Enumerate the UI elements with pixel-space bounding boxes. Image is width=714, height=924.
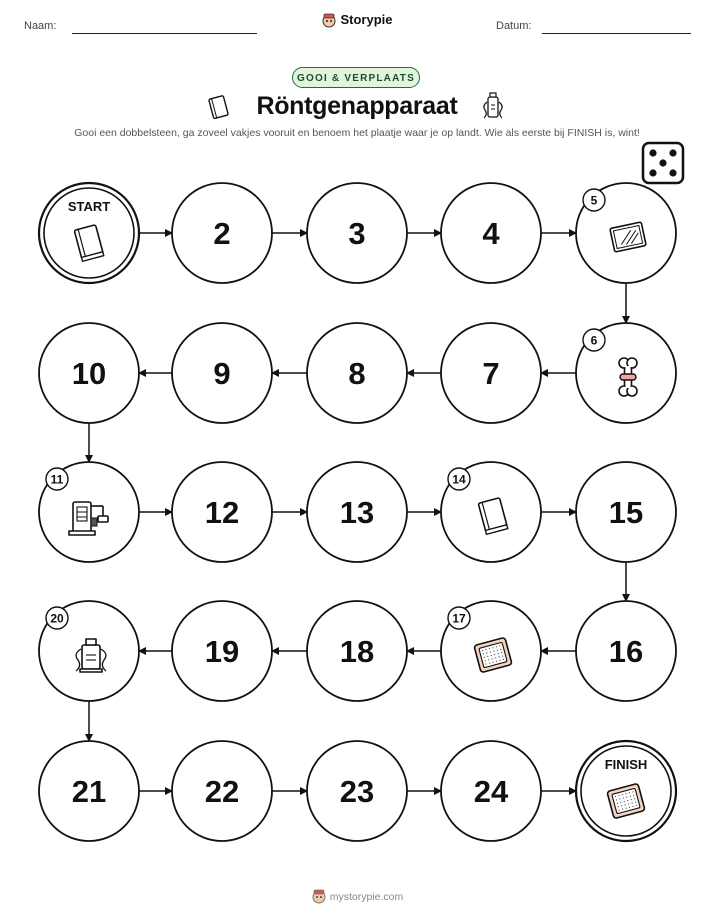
board-space-10[interactable] xyxy=(39,323,139,423)
board-space-6[interactable] xyxy=(576,323,676,423)
space-number: 7 xyxy=(482,356,500,391)
board-space-15[interactable] xyxy=(576,462,676,562)
footer xyxy=(0,888,714,904)
board-space-2[interactable] xyxy=(172,183,272,283)
space-number: 2 xyxy=(213,216,231,251)
board-space-12[interactable] xyxy=(172,462,272,562)
board-space-14[interactable] xyxy=(441,462,541,562)
space-number: 21 xyxy=(71,774,107,809)
space-number: 5 xyxy=(590,193,598,208)
space-number: 18 xyxy=(339,634,375,669)
footer-url: mystorypie.com xyxy=(329,891,404,903)
board-space-23[interactable] xyxy=(307,741,407,841)
board-space-13[interactable] xyxy=(307,462,407,562)
board-space-9[interactable] xyxy=(172,323,272,423)
space-label: FINISH xyxy=(604,757,648,772)
board-space-18[interactable] xyxy=(307,601,407,701)
bone-icon xyxy=(619,358,637,396)
space-number: 4 xyxy=(482,216,500,251)
board-space-8[interactable] xyxy=(307,323,407,423)
board-space-4[interactable] xyxy=(441,183,541,283)
page-title: Röntgenapparaat xyxy=(256,92,458,120)
space-number: 9 xyxy=(213,356,231,391)
space-number: 3 xyxy=(348,216,366,251)
board-space-16[interactable] xyxy=(576,601,676,701)
board-space-22[interactable] xyxy=(172,741,272,841)
space-number: 17 xyxy=(452,611,466,626)
space-number: 13 xyxy=(339,495,375,530)
storypie-mascot-icon xyxy=(311,888,327,904)
board-space-17[interactable] xyxy=(441,601,541,701)
board-space-20[interactable] xyxy=(39,601,139,701)
space-number: 24 xyxy=(473,774,509,809)
board-space-25[interactable] xyxy=(576,741,676,841)
board-space-11[interactable] xyxy=(39,462,139,562)
board-space-1[interactable] xyxy=(39,183,139,283)
brand-name: Storypie xyxy=(340,12,393,27)
space-number: 22 xyxy=(204,774,240,809)
board-space-24[interactable] xyxy=(441,741,541,841)
space-number: 6 xyxy=(590,333,598,348)
space-number: 16 xyxy=(608,634,644,669)
space-number: 12 xyxy=(204,495,240,530)
space-number: 11 xyxy=(50,472,64,487)
game-instructions: Gooi een dobbelsteen, ga zoveel vakjes vooruit en benoem het plaatje waar je op landt. Wie als eerste bij FINISH is, wint! xyxy=(74,127,640,139)
space-number: 15 xyxy=(608,495,644,530)
board-space-3[interactable] xyxy=(307,183,407,283)
game-type-badge: GOOI & VERPLAATS xyxy=(292,67,420,88)
name-label: Naam: xyxy=(24,20,57,32)
space-number: 19 xyxy=(204,634,240,669)
board-space-5[interactable] xyxy=(576,183,676,283)
space-number: 10 xyxy=(71,356,107,391)
board-space-21[interactable] xyxy=(39,741,139,841)
board-space-19[interactable] xyxy=(172,601,272,701)
date-label: Datum: xyxy=(496,20,532,32)
space-label: START xyxy=(67,199,111,214)
space-number: 14 xyxy=(452,472,466,487)
space-number: 20 xyxy=(50,611,64,626)
board-space-7[interactable] xyxy=(441,323,541,423)
space-number: 23 xyxy=(339,774,375,809)
space-number: 8 xyxy=(348,356,366,391)
